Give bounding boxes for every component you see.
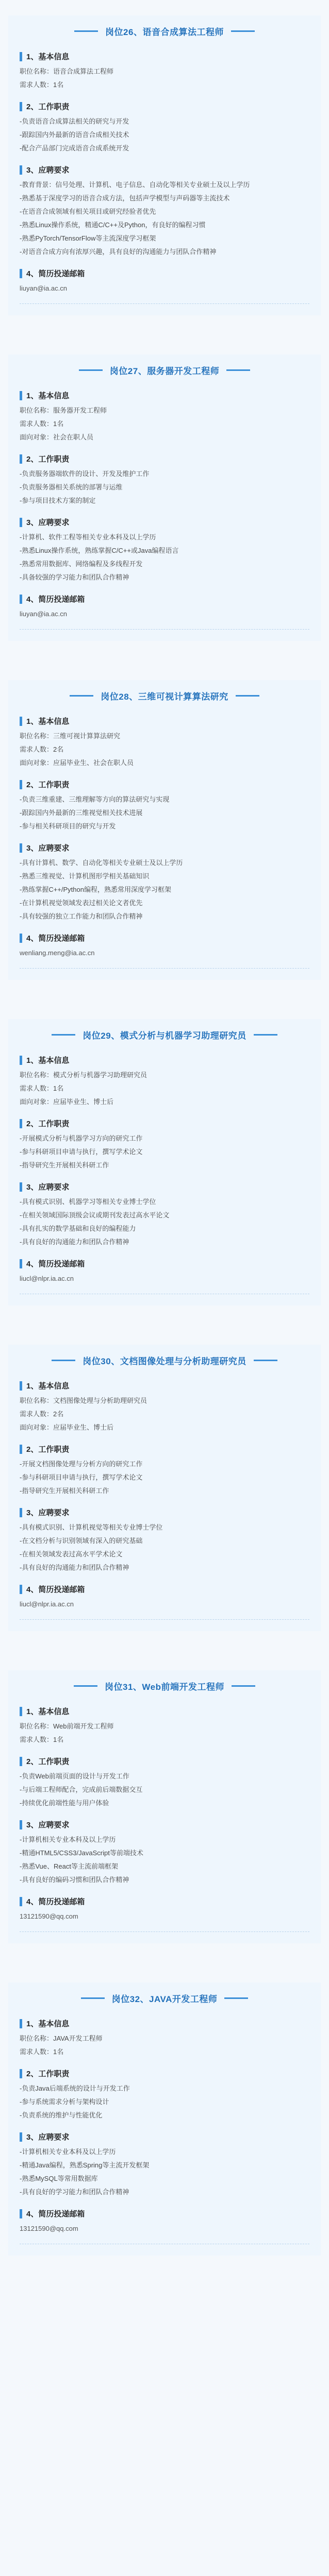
job-requirements-line: -熟悉Linux操作系统，熟练掌握C/C++或Java编程语言 xyxy=(20,547,179,554)
section-marker xyxy=(20,518,22,527)
section-marker xyxy=(20,1259,22,1268)
job-requirements-line: -具有较强的独立工作能力和团队合作精神 xyxy=(20,912,143,920)
job-requirements-section xyxy=(8,833,321,923)
section-title: 3、应聘要求 xyxy=(26,2133,70,2142)
job-card xyxy=(8,15,321,315)
job-requirements-line: -熟悉Vue、React等主流前端框架 xyxy=(20,1862,118,1870)
job-duties-line: -负责三维重建、三维理解等方向的算法研究与实现 xyxy=(20,795,170,803)
job-duties-line: -持续优化前端性能与用户体验 xyxy=(20,1799,109,1807)
section-marker xyxy=(20,1585,22,1594)
section-heading xyxy=(20,101,309,112)
job-header xyxy=(8,1982,321,2009)
job-requirements-line: -具有良好的学习能力和团队合作精神 xyxy=(20,2188,129,2196)
job-duties-line: -负责服务器相关系统的部署与运维 xyxy=(20,483,123,491)
contact-section xyxy=(8,1249,321,1285)
section-heading xyxy=(20,1756,309,1767)
section-heading xyxy=(20,933,309,943)
section-marker xyxy=(20,1381,22,1391)
job-card xyxy=(8,680,321,980)
basic-info-line: 需求人数：1名 xyxy=(20,2048,64,2056)
contact-section xyxy=(8,2199,321,2235)
basic-info-section xyxy=(8,381,321,444)
title-dash-right xyxy=(254,1360,277,1361)
section-heading xyxy=(20,517,309,528)
job-duties-line: -参与科研项目申请与执行，撰写学术论文 xyxy=(20,1148,143,1156)
job-header xyxy=(8,680,321,706)
job-requirements-line: -具有模式识别、计算机视觉等相关专业博士学位 xyxy=(20,1523,163,1531)
job-requirements-line: -具有良好的沟通能力和团队合作精神 xyxy=(20,1238,129,1246)
job-requirements-line: -在语音合成领域有相关项目或研究经验者优先 xyxy=(20,208,156,215)
card-divider xyxy=(20,1931,309,1932)
section-heading xyxy=(20,594,309,604)
section-marker xyxy=(20,1056,22,1065)
section-marker xyxy=(20,1897,22,1906)
section-heading xyxy=(20,1055,309,1065)
section-title: 4、简历投递邮箱 xyxy=(26,2210,85,2218)
section-title: 2、工作职责 xyxy=(26,781,70,789)
job-list xyxy=(0,15,329,2256)
job-duties-line: -跟踪国内外最新的语音合成相关技术 xyxy=(20,131,129,139)
card-divider xyxy=(20,629,309,630)
job-duties-section xyxy=(8,1747,321,1810)
section-heading xyxy=(20,2131,309,2142)
basic-info-section xyxy=(8,42,321,92)
job-requirements-line: -具有模式识别、机器学习等相关专业博士学位 xyxy=(20,1198,156,1206)
job-header xyxy=(8,1670,321,1697)
job-requirements-line: -计算机、软件工程等相关专业本科及以上学历 xyxy=(20,533,156,541)
section-title: 3、应聘要求 xyxy=(26,166,70,175)
section-title: 4、简历投递邮箱 xyxy=(26,269,85,278)
job-duties-section xyxy=(8,2059,321,2122)
job-duties-line: -参与科研项目申请与执行，撰写学术论文 xyxy=(20,1473,143,1481)
title-dash-right xyxy=(232,1685,255,1687)
job-card xyxy=(8,1982,321,2256)
section-title: 2、工作职责 xyxy=(26,1445,70,1454)
job-duties-line: -指导研究生开展相关科研工作 xyxy=(20,1487,109,1495)
contact-email[interactable]: liucl@nlpr.ia.ac.cn xyxy=(20,1275,74,1282)
job-title: 岗位29、模式分析与机器学习助理研究员 xyxy=(83,1031,246,1041)
section-title: 2、工作职责 xyxy=(26,2070,70,2078)
contact-email[interactable]: liuyan@ia.ac.cn xyxy=(20,610,67,618)
section-title: 3、应聘要求 xyxy=(26,1183,70,1192)
job-requirements-line: -教育背景：信号处理、计算机、电子信息、自动化等相关专业硕士及以上学历 xyxy=(20,181,250,189)
basic-info-line: 面向对象：应届毕业生、博士后 xyxy=(20,1098,114,1106)
section-heading xyxy=(20,842,309,853)
contact-email[interactable]: wenliang.meng@ia.ac.cn xyxy=(20,949,95,957)
job-duties-line: -负责Web前端页面的设计与开发工作 xyxy=(20,1772,129,1780)
section-title: 3、应聘要求 xyxy=(26,844,70,853)
section-marker xyxy=(20,2069,22,2078)
job-requirements-section xyxy=(8,1810,321,1887)
section-marker xyxy=(20,1508,22,1517)
section-heading xyxy=(20,716,309,726)
basic-info-line: 需求人数：1名 xyxy=(20,1736,64,1743)
job-duties-line: -与后端工程师配合，完成前后端数据交互 xyxy=(20,1786,143,1793)
title-dash-left xyxy=(74,30,98,32)
section-marker xyxy=(20,454,22,464)
job-requirements-line: -在相关领域国际顶级会议或期刊发表过高水平论文 xyxy=(20,1211,170,1219)
job-duties-line: -负责服务器端软件的设计、开发及维护工作 xyxy=(20,470,150,478)
title-dash-right xyxy=(254,1034,277,1036)
section-title: 2、工作职责 xyxy=(26,455,70,464)
section-heading xyxy=(20,1181,309,1192)
job-duties-section xyxy=(8,1434,321,1498)
job-title: 岗位31、Web前端开发工程师 xyxy=(105,1682,224,1692)
card-divider xyxy=(20,1619,309,1620)
job-duties-line: -参与项目技术方案的制定 xyxy=(20,497,96,504)
basic-info-line: 需求人数：2名 xyxy=(20,1410,64,1418)
section-heading xyxy=(20,1507,309,1518)
job-requirements-section xyxy=(8,155,321,259)
section-title: 1、基本信息 xyxy=(26,1707,70,1716)
section-marker xyxy=(20,1182,22,1192)
job-duties-line: -负责语音合成算法相关的研究与开发 xyxy=(20,117,129,125)
section-title: 4、简历投递邮箱 xyxy=(26,934,85,943)
section-marker xyxy=(20,2019,22,2028)
basic-info-line: 需求人数：2名 xyxy=(20,745,64,753)
job-duties-section xyxy=(8,92,321,155)
job-card xyxy=(8,1345,321,1631)
job-requirements-line: -具备较强的学习能力和团队合作精神 xyxy=(20,573,129,581)
contact-section xyxy=(8,1574,321,1611)
basic-info-line: 需求人数：1名 xyxy=(20,1084,64,1092)
basic-info-line: 职位名称：文档图像处理与分析助理研究员 xyxy=(20,1397,147,1404)
section-heading xyxy=(20,1819,309,1830)
job-title: 岗位30、文档图像处理与分析助理研究员 xyxy=(83,1357,246,1366)
section-heading xyxy=(20,1584,309,1595)
job-card xyxy=(8,354,321,641)
job-requirements-line: -计算机相关专业本科及以上学历 xyxy=(20,1836,116,1843)
section-heading xyxy=(20,268,309,279)
card-divider xyxy=(20,303,309,304)
section-title: 1、基本信息 xyxy=(26,53,70,61)
section-marker xyxy=(20,1757,22,1766)
job-requirements-line: -熟悉基于深度学习的语音合成方法，包括声学模型与声码器等主流技术 xyxy=(20,194,230,202)
section-title: 1、基本信息 xyxy=(26,2020,70,2028)
section-heading xyxy=(20,51,309,62)
job-requirements-line: -对语音合成方向有浓厚兴趣，具有良好的沟通能力与团队合作精神 xyxy=(20,248,217,256)
section-heading xyxy=(20,1896,309,1907)
job-card xyxy=(8,1019,321,1306)
job-requirements-line: -在计算机视觉领域发表过相关论文者优先 xyxy=(20,899,143,907)
title-dash-right xyxy=(231,30,255,32)
job-requirements-line: -熟练掌握C++/Python编程，熟悉常用深度学习框架 xyxy=(20,886,171,893)
basic-info-line: 面向对象：应届毕业生、社会在职人员 xyxy=(20,759,134,767)
section-title: 4、简历投递邮箱 xyxy=(26,1260,85,1268)
title-dash-right xyxy=(224,1997,248,1999)
job-duties-line: -配合产品部门完成语音合成系统开发 xyxy=(20,144,129,152)
job-requirements-line: -具有良好的沟通能力和团队合作精神 xyxy=(20,1564,129,1571)
section-marker xyxy=(20,843,22,853)
card-divider xyxy=(20,968,309,969)
section-heading xyxy=(20,1258,309,1269)
section-title: 1、基本信息 xyxy=(26,392,70,400)
title-dash-left xyxy=(79,369,103,371)
title-dash-left xyxy=(74,1685,97,1687)
section-heading xyxy=(20,779,309,790)
section-heading xyxy=(20,390,309,401)
job-title: 岗位26、语音合成算法工程师 xyxy=(105,27,224,37)
section-marker xyxy=(20,1119,22,1128)
job-requirements-line: -熟悉Linux操作系统，精通C/C++及Python，有良好的编程习惯 xyxy=(20,221,206,229)
title-dash-left xyxy=(52,1034,75,1036)
section-heading xyxy=(20,453,309,464)
job-header xyxy=(8,354,321,381)
basic-info-line: 需求人数：1名 xyxy=(20,420,64,428)
title-dash-left xyxy=(52,1360,75,1361)
section-title: 3、应聘要求 xyxy=(26,1821,70,1829)
basic-info-line: 职位名称：Web前端开发工程师 xyxy=(20,1722,114,1730)
title-dash-right xyxy=(236,695,259,697)
contact-email[interactable]: liucl@nlpr.ia.ac.cn xyxy=(20,1600,74,1608)
section-marker xyxy=(20,165,22,175)
job-duties-line: -指导研究生开展相关科研工作 xyxy=(20,1161,109,1169)
job-title: 岗位32、JAVA开发工程师 xyxy=(111,1994,218,2004)
job-title: 岗位28、三维可视计算算法研究 xyxy=(101,692,228,702)
section-title: 1、基本信息 xyxy=(26,717,70,726)
section-marker xyxy=(20,934,22,943)
section-marker xyxy=(20,2132,22,2142)
basic-info-section xyxy=(8,706,321,770)
section-title: 4、简历投递邮箱 xyxy=(26,595,85,604)
contact-email[interactable]: 13121590@qq.com xyxy=(20,1912,78,1920)
job-requirements-line: -精通HTML5/CSS3/JavaScript等前端技术 xyxy=(20,1849,143,1857)
job-duties-line: -开展模式分析与机器学习方向的研究工作 xyxy=(20,1134,143,1142)
job-duties-section xyxy=(8,1109,321,1172)
job-requirements-line: -具有计算机、数学、自动化等相关专业硕士及以上学历 xyxy=(20,859,183,867)
contact-email[interactable]: 13121590@qq.com xyxy=(20,2225,78,2232)
job-requirements-line: -在相关领域发表过高水平学术论文 xyxy=(20,1550,123,1558)
section-marker xyxy=(20,1445,22,1454)
title-dash-left xyxy=(70,695,93,697)
job-requirements-line: -在文档分析与识别领域有深入的研究基础 xyxy=(20,1537,143,1545)
section-title: 3、应聘要求 xyxy=(26,1509,70,1517)
job-duties-line: -负责Java后端系统的设计与开发工作 xyxy=(20,2084,130,2092)
job-title: 岗位27、服务器开发工程师 xyxy=(109,366,220,376)
section-heading xyxy=(20,164,309,175)
contact-section xyxy=(8,923,321,960)
section-heading xyxy=(20,1380,309,1391)
section-marker xyxy=(20,595,22,604)
section-marker xyxy=(20,1707,22,1716)
section-title: 2、工作职责 xyxy=(26,1757,70,1766)
contact-section xyxy=(8,1887,321,1923)
job-duties-line: -参与系统需求分析与架构设计 xyxy=(20,2098,109,2106)
job-requirements-line: -熟悉MySQL等常用数据库 xyxy=(20,2175,98,2182)
section-title: 1、基本信息 xyxy=(26,1056,70,1065)
job-requirements-line: -熟悉PyTorch/TensorFlow等主流深度学习框架 xyxy=(20,234,156,242)
basic-info-section xyxy=(8,1697,321,1747)
job-requirements-section xyxy=(8,1498,321,1574)
title-dash-right xyxy=(226,369,250,371)
section-title: 1、基本信息 xyxy=(26,1382,70,1391)
job-requirements-line: -具有良好的编码习惯和团队合作精神 xyxy=(20,1876,129,1884)
section-marker xyxy=(20,269,22,278)
basic-info-section xyxy=(8,1371,321,1434)
job-requirements-line: -精通Java编程，熟悉Spring等主流开发框架 xyxy=(20,2161,150,2169)
basic-info-line: 面向对象：社会在职人员 xyxy=(20,433,94,441)
section-title: 4、简历投递邮箱 xyxy=(26,1897,85,1906)
contact-email[interactable]: liuyan@ia.ac.cn xyxy=(20,284,67,292)
job-requirements-section xyxy=(8,1172,321,1249)
section-marker xyxy=(20,2209,22,2218)
job-requirements-section xyxy=(8,507,321,584)
job-header xyxy=(8,15,321,42)
job-requirements-line: -熟悉三维视觉、计算机图形学相关基础知识 xyxy=(20,872,150,880)
job-header xyxy=(8,1345,321,1371)
job-duties-line: -跟踪国内外最新的三维视觉相关技术进展 xyxy=(20,809,143,817)
section-heading xyxy=(20,1706,309,1717)
contact-section xyxy=(8,584,321,621)
section-title: 3、应聘要求 xyxy=(26,518,70,527)
basic-info-section xyxy=(8,2009,321,2059)
job-duties-section xyxy=(8,444,321,507)
job-requirements-line: -计算机相关专业本科及以上学历 xyxy=(20,2148,116,2156)
section-heading xyxy=(20,1118,309,1129)
contact-section xyxy=(8,259,321,295)
job-duties-section xyxy=(8,770,321,833)
basic-info-line: 职位名称：JAVA开发工程师 xyxy=(20,2035,103,2042)
title-dash-left xyxy=(81,1997,105,1999)
job-duties-line: -负责系统的维护与性能优化 xyxy=(20,2111,103,2119)
job-requirements-line: -熟悉常用数据库、网络编程及多线程开发 xyxy=(20,560,143,568)
section-title: 4、简历投递邮箱 xyxy=(26,1585,85,1594)
basic-info-line: 职位名称：模式分析与机器学习助理研究员 xyxy=(20,1071,147,1079)
section-marker xyxy=(20,52,22,61)
section-title: 2、工作职责 xyxy=(26,1120,70,1128)
basic-info-line: 职位名称：三维可视计算算法研究 xyxy=(20,732,121,740)
basic-info-line: 需求人数：1名 xyxy=(20,81,64,89)
section-marker xyxy=(20,391,22,400)
job-requirements-line: -具有扎实的数学基础和良好的编程能力 xyxy=(20,1225,136,1232)
section-marker xyxy=(20,102,22,111)
basic-info-section xyxy=(8,1045,321,1109)
section-marker xyxy=(20,1820,22,1829)
section-heading xyxy=(20,2068,309,2079)
section-title: 2、工作职责 xyxy=(26,103,70,111)
job-card xyxy=(8,1670,321,1943)
job-duties-line: -参与相关科研项目的研究与开发 xyxy=(20,822,116,830)
section-heading xyxy=(20,2208,309,2219)
section-marker xyxy=(20,780,22,789)
basic-info-line: 职位名称：语音合成算法工程师 xyxy=(20,67,114,75)
basic-info-line: 面向对象：应届毕业生、博士后 xyxy=(20,1423,114,1431)
basic-info-line: 职位名称：服务器开发工程师 xyxy=(20,406,107,414)
section-heading xyxy=(20,1444,309,1454)
section-marker xyxy=(20,717,22,726)
section-heading xyxy=(20,2018,309,2029)
job-header xyxy=(8,1019,321,1045)
job-duties-line: -开展文档图像处理与分析方向的研究工作 xyxy=(20,1460,143,1468)
job-requirements-section xyxy=(8,2122,321,2199)
